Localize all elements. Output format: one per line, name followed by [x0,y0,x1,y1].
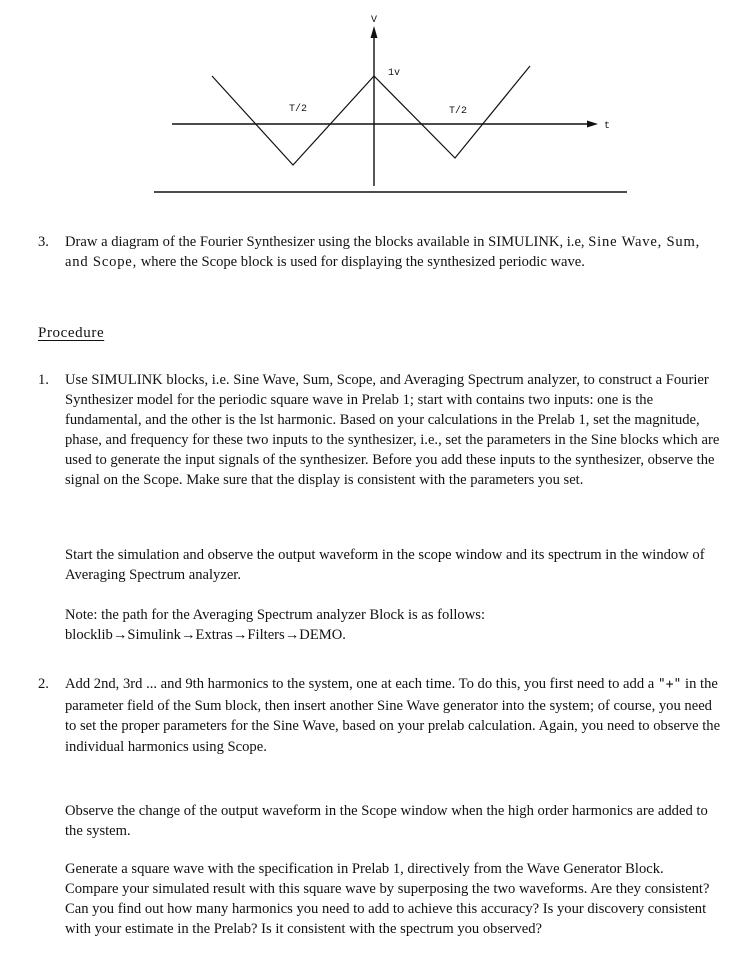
item-text-before: Add 2nd, 3rd ... and 9th harmonics to the system, one at each time. To do this, you first need to add a [65,676,655,692]
amplitude-label: 1v [388,68,401,79]
note-line-1: Note: the path for the Averaging Spectrum analyzer Block is as follows: [65,607,485,623]
t-axis-label: t [604,121,611,132]
item-text-blocks: Sine Wave, Sum, and Scope, [65,234,701,270]
v-axis-label: V [370,15,378,26]
procedure-item-1-simulation-paragraph: Start the simulation and observe the output waveform in the scope window and its spectrum in the window of Averaging Spectrum analyzer. [65,547,705,583]
t-axis-arrowhead [587,121,598,128]
item-text-after: in the parameter field of the Sum block, then insert another Sine Wave generator into the system; of course, you need to set the proper parameters for the Sine Wave, based on your prelab calculation. Again, you need to observe the individual harmonics using Scope. [65,676,721,755]
prelab-item-3 [38,232,720,294]
item-number: 3. [38,234,49,250]
half-period-label-right: T/2 [449,106,468,117]
procedure-item-2 [38,674,720,778]
procedure-heading: Procedure [38,325,105,341]
item-text-tail: where the Scope block is used for displaying the synthesized periodic wave. [140,254,585,270]
v-axis-arrowhead [371,26,378,38]
item-text-lead: Draw a diagram of the Fourier Synthesizer using the blocks available in SIMULINK, i.e, [65,234,585,250]
procedure-item-2-observe-paragraph: Observe the change of the output waveform in the Scope window when the high order harmonics are added to the system. [65,803,708,839]
plus-symbol: "+" [657,677,682,692]
triangle-waveform [212,66,530,165]
triangle-wave-figure [0,0,740,200]
item-number: 1. [38,372,49,388]
procedure-item-1-note [65,605,715,645]
procedure-item-2-square-wave-paragraph: Generate a square wave with the specification in Prelab 1, directively from the Wave Generator Block. Compare your simulated result with this square wave by superposing the two waveforms. Are they consistent? Can you find out how many harmonics you need to add to achieve this accuracy? Is your discovery consistent with your estimate in the Prelab? Is it consistent with the spectrum you observed? [65,861,710,937]
item-body: Use SIMULINK blocks, i.e. Sine Wave, Sum, Scope, and Averaging Spectrum analyzer, to construct a Fourier Synthesizer model for the periodic square wave in Prelab 1; start with contains two inputs: one is the fundamental, and the other is the lst harmonic. Based on your calculations in the Prelab 1, set the magnitude, phase, and frequency for these two inputs to the synthesizer, i.e., set the parameters in the Sine blocks which are used to generate the input signals of the synthesizer. Before you add these inputs to the synthesizer, observe the signal on the Scope. Make sure that the display is consistent with the parameters you set. [65,372,720,488]
note-line-2-block-path: blocklib→Simulink→Extras→Filters→DEMO. [65,627,346,643]
item-body [65,232,721,272]
item-number: 2. [38,676,49,692]
procedure-item-1 [38,370,720,530]
half-period-label-left: T/2 [289,104,308,115]
item-body [65,674,721,757]
